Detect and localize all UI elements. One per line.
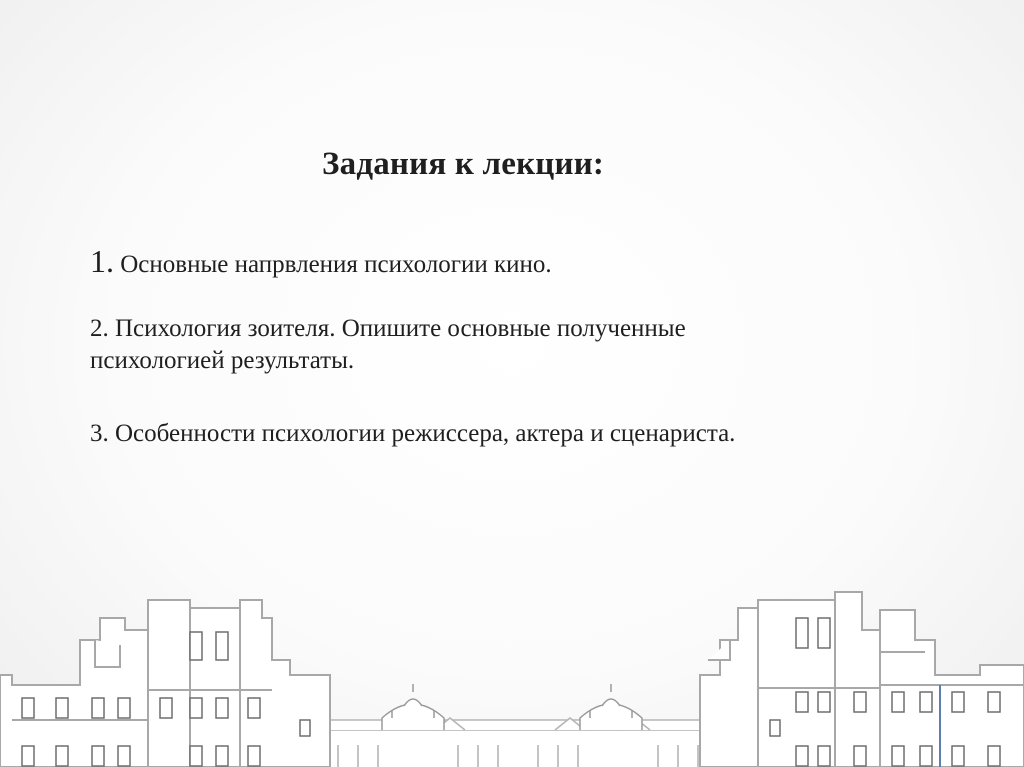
task-item-1: [90, 245, 552, 281]
task-item-2: [90, 313, 686, 377]
central-building: [300, 684, 730, 767]
task-number: 1.: [90, 243, 114, 279]
task-text-line-1: Психология зоителя. Опишите основные полученные: [108, 315, 686, 342]
task-number: 2.: [90, 315, 109, 342]
task-text: Основные напрвления психологии кино.: [114, 251, 552, 278]
task-item-3: [90, 418, 735, 450]
task-number: 3.: [90, 420, 109, 447]
right-building-group: [700, 592, 1024, 767]
city-skyline-illustration: [0, 580, 1024, 767]
task-text: Особенности психологии режиссера, актера и сценариста.: [108, 420, 736, 447]
task-text-line-2: психологией результаты.: [90, 347, 355, 374]
slide-title: Задания к лекции:: [322, 146, 605, 182]
left-building-group: [0, 600, 330, 767]
